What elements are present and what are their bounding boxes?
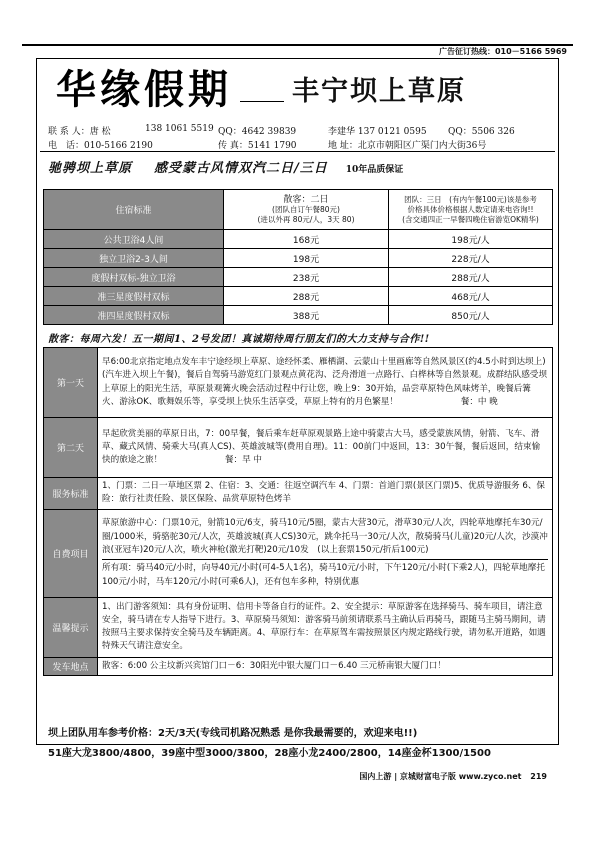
destination-title: 丰宁坝上草原 — [292, 76, 466, 107]
contact-divider — [40, 151, 555, 152]
price-2day: 288元 — [224, 287, 389, 306]
header-right-title: 团队：三日 (有内午餐100元)该是参考 — [404, 194, 537, 204]
contact-phone: 138 1061 5519 — [145, 124, 214, 134]
row-text: 草原旅游中心：门票10元，射箭10元/6支，骑马10元/5圈，蒙古大营30元，滑草30元/人次，四轮草地摩托车30元/圈/1000米，骑骆驼30元/人次，英雄波城(真人CS)30元，跳伞托马一30元/人次，散骑骑马(儿童)20元/人次，沙漠冲浪(亚冠车)20元/人次，喷火神枪(激光打靶)20元/10发 (以上套票150元/折后100元) — [102, 518, 548, 555]
contact-line-2 — [48, 138, 486, 151]
table-row — [44, 478, 553, 510]
meal-note: 餐：中 晚 — [460, 396, 498, 407]
slogan-part-2: 感受蒙古风情双汽二日/三日 — [154, 161, 328, 176]
meal-note: 餐：早 中 — [224, 455, 263, 466]
contact-qq-1: QQ：4642 39839 — [218, 127, 297, 137]
accommodation-header-mid — [224, 190, 389, 230]
brand-title: 华缘假期 — [56, 66, 232, 113]
header-right-note-2: (含交通四正一早餐四晚住宿游览OK精华) — [402, 214, 539, 224]
room-type: 准四星度假村双标 — [44, 306, 224, 325]
slogan-part-3: 10年品质保证 — [345, 165, 404, 175]
header-right-note-1: 价格具体价格根据人数定请来电咨询!! — [407, 204, 534, 214]
page-footer — [359, 771, 547, 782]
table-row — [44, 597, 553, 657]
row-label: 第一天 — [44, 348, 98, 418]
contact-line-1 — [48, 124, 515, 137]
row-label: 发车地点 — [44, 657, 98, 675]
row-text: 1、门票：二日一草地区票 2、住宿：3、交通：往返空调汽车 4、门票：首道门票(景区门票)5、优质导游服务 6、保险：旅行社责任险、景区保险、品赏草原特色烤羊 — [98, 478, 553, 510]
row-text: 1、出门游客须知：具有身份证明、信用卡等备自行的证件。2、安全提示：草原游客在选择骑马、骑车项目，请注意安全，骑马请在专人指导下进行。3、草原骑马须知：游客骑马前须请联系马主确认后再骑马，跟随马主骑马期间，请按照马主要求保持安全骑马及车辆距离。4、草原行车：在草原驾车需按照景区内规定路线行驶，请勿私开道路，如遇特殊天气请注意安全。 — [98, 597, 553, 657]
price-2day: 198元 — [224, 249, 389, 268]
slogan — [48, 157, 548, 176]
room-type: 公共卫浴4人间 — [44, 230, 224, 249]
row-content — [98, 418, 553, 478]
accommodation-table — [43, 189, 553, 325]
itinerary-table — [43, 347, 553, 676]
price-3day: 850元/人 — [389, 306, 553, 325]
page-number: 219 — [530, 772, 547, 781]
price-2day: 168元 — [224, 230, 389, 249]
room-type: 准三星度假村双标 — [44, 287, 224, 306]
promo-banner: 散客：每周六发！五一期间1、2号发团！真诚期待周行朋友们的大力支持与合作!! — [48, 334, 430, 345]
group-pricing-title: 坝上团队用车参考价格：2天/3天(专线司机路况熟悉 是你我最需要的，欢迎来电!!) — [48, 728, 418, 739]
price-2day: 388元 — [224, 306, 389, 325]
ad-hotline: 广告征订热线：010－5166 5969 — [438, 47, 567, 56]
footer-text: 国内上游 | 京城财富电子版 www.zyco.net — [359, 772, 522, 781]
price-3day: 468元/人 — [389, 287, 553, 306]
contact-person: 联 系 人：唐 松 — [48, 127, 111, 137]
room-type: 独立卫浴2-3人间 — [44, 249, 224, 268]
row-label: 第二天 — [44, 418, 98, 478]
row-content — [98, 348, 553, 418]
header-mid-note-1: (团队自订午餐80元) — [272, 204, 340, 214]
ad-title — [56, 62, 536, 112]
contact-address: 地 址：北京市朝阳区广渠门内大街36号 — [328, 141, 487, 151]
row-text: 早6:00北京指定地点发车丰宁途经坝上草原、途经怀柔、雁栖湖、云蒙山十里画廊等自然风景区(约4.5小时到达坝上)(汽车进入坝上午餐)，餐后自驾骑马游览红门景观点黄花沟、泛舟滑道一点路行、白桦林等自然景观。成群结队感受坝上草原上的阳光生活，草原景观篝火晚会活动过程中行让您，晚上9：30开始，品尝草原特色风味烤羊，晚餐后篝火、游泳OK、歌舞娱乐等，享受坝上快乐生活享受，草原上特有的月色繁星！ — [102, 356, 547, 407]
table-row — [44, 249, 553, 268]
table-row — [44, 348, 553, 418]
accommodation-header-label: 住宿标准 — [44, 190, 224, 230]
table-row — [44, 230, 553, 249]
slogan-part-1: 驰骋坝上草原 — [48, 161, 133, 176]
title-dash — [240, 101, 284, 102]
table-row — [44, 509, 553, 597]
row-text-secondary: 所有项：骑马40元/小时，向导40元/小时(可4-5人1名)，骑马10元/小时，下午120元/小时(下乘2人)，四轮草地摩托100元/小时，马车120元/小时(可乘6人)，还有包车多种，特别优惠 — [102, 559, 548, 589]
price-3day: 228元/人 — [389, 249, 553, 268]
accommodation-header-right — [389, 190, 553, 230]
price-2day: 238元 — [224, 268, 389, 287]
row-text: 散客：6:00 公主坟新兴宾馆门口－6：30阳光中银大厦门口－6.40 三元桥南银大厦门口！ — [98, 657, 553, 675]
contact-tel: 电 话：010-5166 2190 — [48, 141, 153, 151]
group-pricing-list: 51座大龙3800/4800，39座中型3000/3800，28座小龙2400/2800，14座金杯1300/1500 — [48, 748, 491, 759]
price-3day: 198元/人 — [389, 230, 553, 249]
contact-qq-2: QQ：5506 326 — [448, 127, 515, 137]
table-row — [44, 268, 553, 287]
table-row — [44, 418, 553, 478]
row-content — [98, 509, 553, 597]
contact-person-2: 李建华 137 0121 0595 — [328, 127, 427, 137]
table-row — [44, 657, 553, 675]
row-label: 自费项目 — [44, 509, 98, 597]
row-label: 服务标准 — [44, 478, 98, 510]
header-mid-note-2: (进以外再 80元/人，3天 80) — [257, 214, 355, 224]
row-label: 温馨提示 — [44, 597, 98, 657]
header-mid-title: 散客：二日 — [283, 194, 329, 205]
price-3day: 288元/人 — [389, 268, 553, 287]
table-row — [44, 287, 553, 306]
row-text: 早起欣赏美丽的草原日出，7：00早餐，餐后乘车赶草原观景路上途中骑蒙古大马，感受蒙族风情，射箭、飞车、滑草、藏式风情、骑乘大马(真人CS)、英雄波城等(费用自理)。11：00前门中返回，13：30午餐，餐后返回，结束愉快的旅途之旅！ — [102, 428, 541, 466]
table-row — [44, 306, 553, 325]
room-type: 度假村双标-独立卫浴 — [44, 268, 224, 287]
accommodation-header-row — [44, 190, 553, 230]
contact-fax: 传 真：5141 1790 — [218, 141, 297, 151]
